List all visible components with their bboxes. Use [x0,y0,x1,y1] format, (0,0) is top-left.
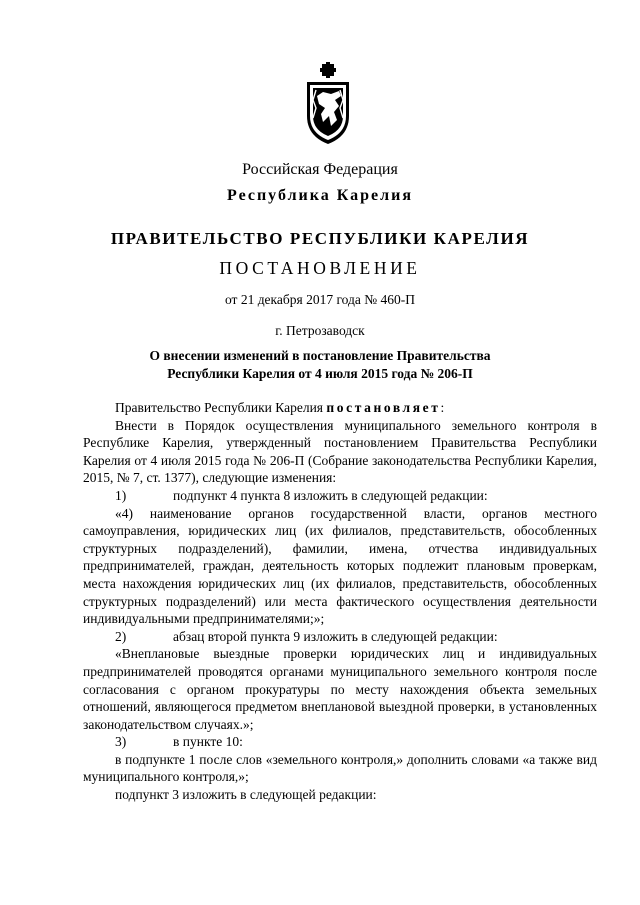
item-1-quote: «4) наименование органов государственной власти, органов местного самоуправления, юридических лиц (их филиалов, представительств, обособленных структурных подразделений), фамилии, имена, отчества индивидуальных предпринимателей, граждан, деятельность которых подлежит плановым проверкам, места нахождения юридических лиц (их филиалов, представительств, обособленных структурных подразделений) или места фактического осуществления деятельности индивидуальными предпринимателями;»; [83,505,597,627]
item-2-number: 2) [115,628,127,644]
item-2 [83,628,597,646]
document-body [83,399,597,804]
karelia-coat-of-arms-icon [301,60,355,146]
item-3 [83,733,597,751]
republic-label: Республика Карелия [227,187,413,204]
decree-word: постановляет [326,400,441,415]
document-city: г. Петрозаводск [275,323,365,338]
document-type: ПОСТАНОВЛЕНИЕ [219,258,421,278]
item-2-quote: «Внеплановые выездные проверки юридических лиц и индивидуальных предпринимателей проводятся органами муниципального земельного контроля после согласования с органом прокуратуры по месту нахождения объекта земельных отношений, являющегося предметом внеплановой выездной проверки, в установленных законодательством случаях.»; [83,646,597,732]
item-3-text: в пункте 10: [173,734,243,750]
item-2-text: абзац второй пункта 9 изложить в следующей редакции: [173,628,498,644]
item-3-sub-2: подпункт 3 изложить в следующей редакции: [115,787,377,803]
main-paragraph: Внести в Порядок осуществления муниципального земельного контроля в Республике Карелия, утвержденный постановлением Правительства Республики Карелия от 4 июля 2015 года № 206-П (Собрание законодательства Республики Карелия, 2015, № 7, ст. 1377), следующие изменения: [83,417,597,486]
item-1-number: 1) [115,487,127,503]
intro-paragraph [83,399,597,417]
document-date: от 21 декабря 2017 года № 460-П [224,292,416,307]
item-3-number: 3) [115,734,127,750]
item-1-text: подпункт 4 пункта 8 изложить в следующей редакции: [173,487,488,503]
government-heading: ПРАВИТЕЛЬСТВО РЕСПУБЛИКИ КАРЕЛИЯ [110,229,530,248]
item-1 [83,487,597,505]
document-title-line-2: Республики Карелия от 4 июля 2015 года № 206-П [167,366,473,381]
intro-suffix: : [440,400,445,415]
item-3-sub-1: в подпункте 1 после слов «земельного контроля,» дополнить словами «а также вид муниципального контроля,»; [83,751,597,785]
federation-label: Российская Федерация [242,161,398,178]
document-title-line-1: О внесении изменений в постановление Правительства [149,348,491,363]
intro-prefix: Правительство Республики Карелия [115,400,324,415]
